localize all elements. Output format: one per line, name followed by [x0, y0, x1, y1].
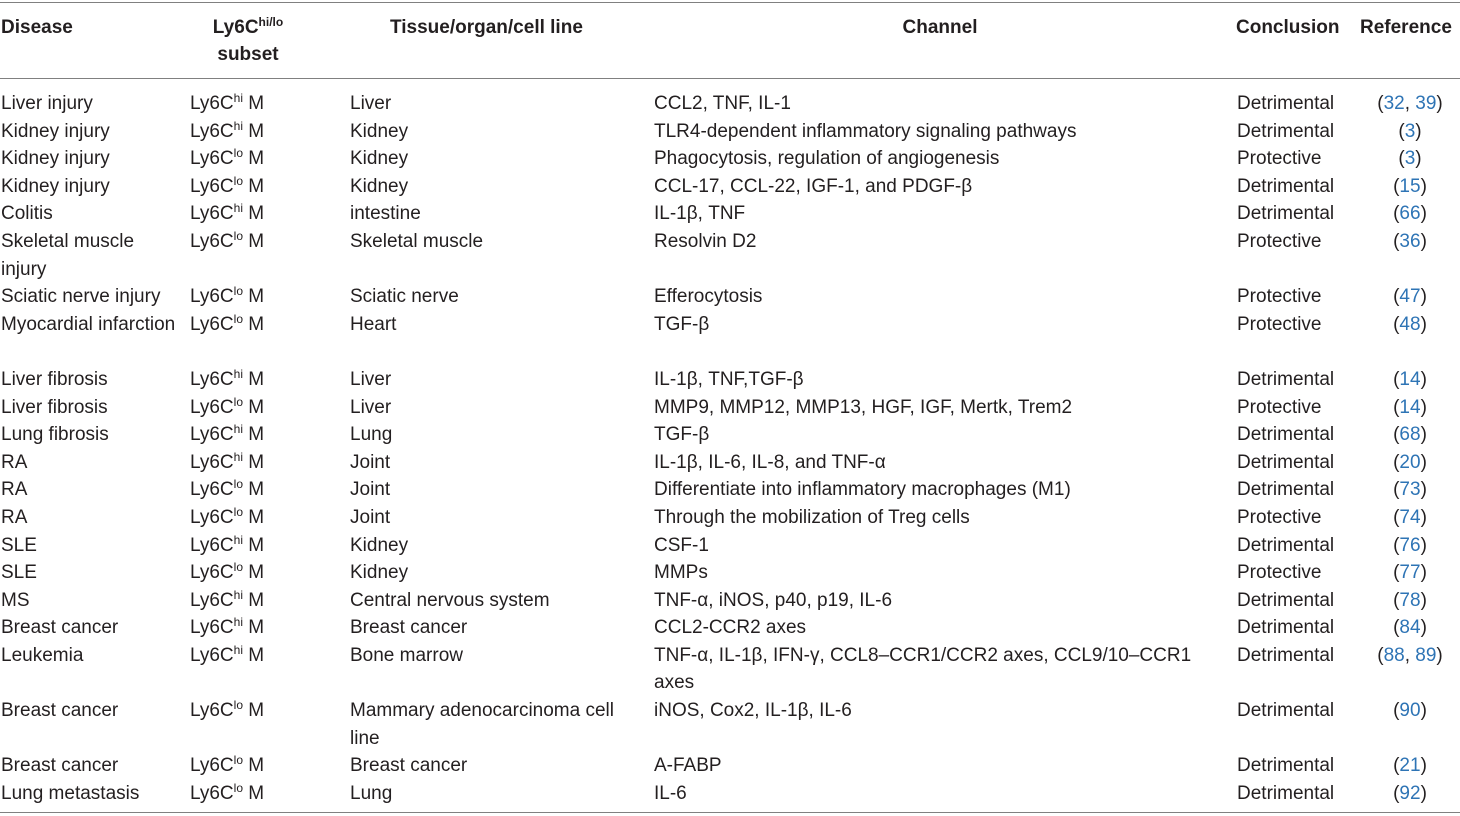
table-row	[0, 394, 1460, 422]
cell-conclusion: Detrimental	[1237, 644, 1335, 666]
table-row	[0, 449, 1460, 477]
subset-suffix: M	[243, 424, 265, 446]
cell-channel: Resolvin D2	[654, 230, 757, 252]
table-row	[0, 587, 1460, 615]
subset-suffix: M	[243, 700, 265, 722]
subset-prefix: Ly6C	[190, 644, 234, 666]
reference-link[interactable]: 32	[1383, 93, 1405, 114]
cell-conclusion: Detrimental	[1237, 617, 1335, 639]
subset-prefix: Ly6C	[190, 313, 234, 335]
subset-suffix: M	[243, 479, 265, 501]
reference-link[interactable]: 39	[1415, 93, 1437, 114]
table-row	[0, 614, 1460, 642]
cell-tissue: Liver	[350, 368, 392, 390]
subset-suffix: M	[243, 589, 265, 611]
reference-link[interactable]: 48	[1399, 313, 1421, 335]
cell-channel: IL-1β, TNF,TGF-β	[654, 368, 804, 390]
cell-conclusion: Detrimental	[1237, 203, 1335, 225]
subset-suffix: M	[243, 644, 265, 666]
subset-prefix: Ly6C	[190, 175, 234, 197]
cell-reference: (76)	[1393, 534, 1427, 556]
subset-level: lo	[233, 173, 243, 188]
header-disease: Disease	[1, 17, 73, 38]
subset-suffix: M	[243, 368, 265, 390]
subset-level: lo	[233, 311, 243, 326]
subset-prefix: Ly6C	[190, 451, 234, 473]
cell-conclusion: Detrimental	[1237, 93, 1335, 114]
cell-reference: (21)	[1393, 755, 1427, 777]
cell-disease: SLE	[1, 562, 37, 584]
subset-suffix: M	[243, 175, 265, 197]
cell-channel: Efferocytosis	[654, 286, 763, 308]
cell-subset	[190, 200, 340, 228]
cell-conclusion: Detrimental	[1237, 534, 1335, 556]
cell-reference: (14)	[1393, 396, 1427, 418]
cell-conclusion: Detrimental	[1237, 755, 1335, 777]
cell-channel: CCL2, TNF, IL-1	[654, 93, 791, 114]
cell-tissue: Liver	[350, 93, 392, 114]
cell-tissue: Lung	[350, 424, 393, 446]
cell-reference: (14)	[1393, 368, 1427, 390]
cell-reference: (77)	[1393, 562, 1427, 584]
subset-suffix: M	[243, 755, 265, 777]
subset-prefix: Ly6C	[190, 782, 234, 804]
cell-channel: MMP9, MMP12, MMP13, HGF, IGF, Mertk, Trem2	[654, 396, 1073, 418]
cell-conclusion: Detrimental	[1237, 175, 1335, 197]
reference-link[interactable]: 90	[1399, 700, 1421, 722]
table-row	[0, 697, 1460, 752]
cell-tissue: Lung	[350, 782, 393, 804]
cell-reference: (73)	[1393, 479, 1427, 501]
subset-suffix: M	[243, 313, 265, 335]
cell-tissue: Bone marrow	[350, 644, 463, 666]
subset-level: lo	[233, 780, 243, 795]
cell-subset	[190, 587, 340, 615]
cell-subset	[190, 752, 340, 780]
cell-tissue: Joint	[350, 506, 391, 528]
cell-tissue: Kidney	[350, 534, 409, 556]
cell-channel: TNF-α, IL-1β, IFN-γ, CCL8–CCR1/CCR2 axes, CCL9/10–CCR1 axes	[654, 644, 1192, 694]
cell-disease: Breast cancer	[1, 617, 119, 639]
cell-tissue: Joint	[350, 451, 391, 473]
table-row	[0, 476, 1460, 504]
cell-reference: (84)	[1393, 617, 1427, 639]
table-row	[0, 228, 1460, 283]
cell-subset	[190, 532, 340, 560]
subset-level: hi	[233, 587, 243, 602]
header-subset-main: Ly6C	[212, 17, 259, 38]
subset-suffix: M	[243, 148, 265, 170]
cell-disease: Kidney injury	[1, 148, 110, 170]
cell-tissue: Kidney	[350, 148, 409, 170]
header-conclusion: Conclusion	[1236, 17, 1340, 38]
table-row	[0, 752, 1460, 780]
cell-subset	[190, 366, 340, 394]
table-body	[0, 90, 1460, 807]
cell-reference: (90)	[1393, 700, 1427, 722]
cell-conclusion: Protective	[1237, 562, 1322, 584]
cell-reference: (92)	[1393, 782, 1427, 804]
subset-level: hi	[233, 615, 243, 630]
cell-conclusion: Detrimental	[1237, 120, 1335, 142]
cell-subset	[190, 311, 340, 339]
cell-channel: MMPs	[654, 562, 708, 584]
cell-tissue: Breast cancer	[350, 617, 468, 639]
subset-suffix: M	[243, 617, 265, 639]
cell-disease: Kidney injury	[1, 175, 110, 197]
reference-link[interactable]: 68	[1399, 424, 1421, 446]
cell-subset	[190, 145, 340, 173]
subset-level: hi	[233, 201, 243, 216]
cell-subset	[190, 118, 340, 146]
subset-prefix: Ly6C	[190, 617, 234, 639]
cell-tissue: Joint	[350, 479, 391, 501]
cell-subset	[190, 476, 340, 504]
table-row	[0, 559, 1460, 587]
table-row	[0, 118, 1460, 146]
reference-link[interactable]: 77	[1399, 562, 1421, 584]
subset-level: hi	[233, 366, 243, 381]
subset-prefix: Ly6C	[190, 700, 234, 722]
subset-suffix: M	[243, 396, 265, 418]
reference-link[interactable]: 15	[1399, 175, 1421, 197]
cell-subset	[190, 559, 340, 587]
cell-disease: RA	[1, 506, 28, 528]
reference-link[interactable]: 78	[1399, 589, 1421, 611]
cell-disease: RA	[1, 451, 28, 473]
cell-tissue: Mammary adenocarcinoma cell line	[350, 700, 614, 749]
subset-suffix: M	[243, 286, 265, 308]
cell-channel: TGF-β	[654, 313, 710, 335]
reference-link[interactable]: 47	[1399, 286, 1421, 308]
cell-subset	[190, 173, 340, 201]
reference-link[interactable]: 36	[1399, 230, 1421, 252]
subset-prefix: Ly6C	[190, 479, 234, 501]
table-top-rule	[0, 2, 1460, 3]
table-row	[0, 173, 1460, 201]
table-row	[0, 283, 1460, 311]
reference-link[interactable]: 76	[1399, 534, 1421, 556]
cell-disease: Lung metastasis	[1, 782, 140, 804]
subset-prefix: Ly6C	[190, 534, 234, 556]
subset-level: lo	[233, 698, 243, 713]
cell-disease: Myocardial infarction	[1, 313, 176, 335]
cell-subset	[190, 697, 340, 725]
subset-level: lo	[233, 394, 243, 409]
cell-conclusion: Detrimental	[1237, 368, 1335, 390]
cell-tissue: Skeletal muscle	[350, 230, 484, 252]
cell-disease: Lung fibrosis	[1, 424, 109, 446]
header-tissue: Tissue/organ/cell line	[390, 17, 583, 38]
subset-level: lo	[233, 146, 243, 161]
cell-channel: TLR4-dependent inflammatory signaling pathways	[654, 120, 1077, 142]
subset-level: lo	[233, 228, 243, 243]
reference-link[interactable]: 21	[1399, 755, 1421, 777]
cell-conclusion: Detrimental	[1237, 424, 1335, 446]
subset-level: lo	[233, 504, 243, 519]
subset-level: hi	[233, 91, 243, 105]
cell-subset	[190, 642, 340, 670]
header-subset	[178, 14, 318, 74]
cell-tissue: Heart	[350, 313, 397, 335]
subset-suffix: M	[243, 506, 265, 528]
cell-disease: Liver fibrosis	[1, 396, 108, 418]
cell-tissue: Breast cancer	[350, 755, 468, 777]
cell-disease: Kidney injury	[1, 120, 110, 142]
cell-reference: (66)	[1393, 203, 1427, 225]
subset-level: lo	[233, 560, 243, 575]
subset-suffix: M	[243, 120, 265, 142]
cell-conclusion: Protective	[1237, 313, 1322, 335]
cell-disease: SLE	[1, 534, 37, 556]
subset-prefix: Ly6C	[190, 148, 234, 170]
cell-subset	[190, 614, 340, 642]
table-row	[0, 504, 1460, 532]
cell-reference: (74)	[1393, 506, 1427, 528]
cell-reference: (78)	[1393, 589, 1427, 611]
table-row	[0, 532, 1460, 560]
cell-conclusion: Protective	[1237, 286, 1322, 308]
cell-subset	[190, 90, 340, 118]
cell-channel: TGF-β	[654, 424, 710, 446]
reference-link[interactable]: 14	[1399, 396, 1421, 418]
header-rule	[0, 78, 1460, 79]
cell-channel: Differentiate into inflammatory macrophages (M1)	[654, 479, 1071, 501]
subset-suffix: M	[243, 562, 265, 584]
cell-disease: Colitis	[1, 203, 53, 225]
table-row	[0, 421, 1460, 449]
cell-reference: (3)	[1398, 148, 1422, 170]
subset-prefix: Ly6C	[190, 506, 234, 528]
cell-tissue: Sciatic nerve	[350, 286, 459, 308]
cell-reference: (3)	[1398, 120, 1422, 142]
cell-reference: (20)	[1393, 451, 1427, 473]
header-reference: Reference	[1360, 17, 1452, 38]
cell-tissue: Central nervous system	[350, 589, 550, 611]
cell-subset	[190, 504, 340, 532]
cell-reference: (48)	[1393, 313, 1427, 335]
subset-level: hi	[233, 449, 243, 464]
subset-level: lo	[233, 753, 243, 768]
cell-subset	[190, 283, 340, 311]
header-subset-sub: subset	[217, 44, 279, 65]
cell-channel: TNF-α, iNOS, p40, p19, IL-6	[654, 589, 893, 611]
reference-link[interactable]: 73	[1399, 479, 1421, 501]
subset-prefix: Ly6C	[190, 93, 234, 114]
subset-suffix: M	[243, 203, 265, 225]
cell-channel: CCL2-CCR2 axes	[654, 617, 807, 639]
subset-prefix: Ly6C	[190, 203, 234, 225]
subset-prefix: Ly6C	[190, 120, 234, 142]
cell-channel: IL-1β, IL-6, IL-8, and TNF-α	[654, 451, 886, 473]
subset-level: hi	[233, 422, 243, 437]
cell-subset	[190, 421, 340, 449]
cell-conclusion: Protective	[1237, 396, 1322, 418]
subset-level: hi	[233, 642, 243, 657]
cell-disease: Skeletal muscle injury	[1, 230, 135, 280]
cell-disease: Liver fibrosis	[1, 368, 108, 390]
cell-tissue: Kidney	[350, 175, 409, 197]
cell-conclusion: Detrimental	[1237, 451, 1335, 473]
subset-prefix: Ly6C	[190, 286, 234, 308]
subset-suffix: M	[243, 93, 265, 114]
cell-conclusion: Protective	[1237, 506, 1322, 528]
cell-disease: Liver injury	[1, 93, 93, 114]
cell-channel: Phagocytosis, regulation of angiogenesis	[654, 148, 1000, 170]
cell-tissue: Liver	[350, 396, 392, 418]
cell-reference: (32, 39)	[1377, 93, 1443, 114]
reference-link[interactable]: 92	[1399, 782, 1421, 804]
subset-suffix: M	[243, 534, 265, 556]
table-row	[0, 200, 1460, 228]
reference-link[interactable]: 20	[1399, 451, 1421, 473]
cell-disease: Breast cancer	[1, 700, 119, 722]
subset-level: hi	[233, 532, 243, 547]
cell-reference: (88, 89)	[1377, 644, 1443, 666]
table-row	[0, 780, 1460, 808]
subset-prefix: Ly6C	[190, 396, 234, 418]
header-subset-sup: hi/lo	[258, 15, 284, 29]
table-row	[0, 90, 1460, 118]
cell-channel: IL-6	[654, 782, 687, 804]
cell-reference: (36)	[1393, 230, 1427, 252]
cell-disease: Sciatic nerve injury	[1, 286, 161, 308]
cell-conclusion: Detrimental	[1237, 782, 1335, 804]
cell-channel: IL-1β, TNF	[654, 203, 746, 225]
reference-link[interactable]: 3	[1404, 120, 1416, 142]
reference-link[interactable]: 89	[1415, 644, 1437, 666]
subset-suffix: M	[243, 230, 265, 252]
cell-tissue: Kidney	[350, 562, 409, 584]
cell-channel: iNOS, Cox2, IL-1β, IL-6	[654, 700, 852, 722]
subset-prefix: Ly6C	[190, 755, 234, 777]
table-row	[0, 366, 1460, 394]
cell-disease: Breast cancer	[1, 755, 119, 777]
subset-prefix: Ly6C	[190, 562, 234, 584]
cell-channel: CCL-17, CCL-22, IGF-1, and PDGF-β	[654, 175, 973, 197]
cell-conclusion: Protective	[1237, 230, 1322, 252]
cell-conclusion: Detrimental	[1237, 589, 1335, 611]
cell-channel: Through the mobilization of Treg cells	[654, 506, 970, 528]
reference-link[interactable]: 14	[1399, 368, 1421, 390]
reference-link[interactable]: 74	[1399, 506, 1421, 528]
table-row	[0, 145, 1460, 173]
cell-conclusion: Protective	[1237, 148, 1322, 170]
subset-level: hi	[233, 118, 243, 133]
reference-link[interactable]: 84	[1399, 617, 1421, 639]
subset-prefix: Ly6C	[190, 368, 234, 390]
subset-prefix: Ly6C	[190, 424, 234, 446]
table-row	[0, 311, 1460, 366]
cell-disease: RA	[1, 479, 28, 501]
table-bottom-rule	[0, 812, 1460, 813]
cell-channel: A-FABP	[654, 755, 722, 777]
subset-prefix: Ly6C	[190, 589, 234, 611]
header-channel: Channel	[902, 17, 978, 38]
cell-channel: CSF-1	[654, 534, 709, 556]
cell-subset	[190, 394, 340, 422]
subset-prefix: Ly6C	[190, 230, 234, 252]
cell-conclusion: Detrimental	[1237, 479, 1335, 501]
table-row	[0, 642, 1460, 697]
cell-tissue: intestine	[350, 203, 421, 225]
subset-suffix: M	[243, 782, 265, 804]
reference-link[interactable]: 66	[1399, 203, 1421, 225]
subset-level: lo	[233, 477, 243, 492]
cell-reference: (68)	[1393, 424, 1427, 446]
subset-level: lo	[233, 284, 243, 299]
subset-suffix: M	[243, 451, 265, 473]
reference-link[interactable]: 3	[1404, 148, 1416, 170]
reference-link[interactable]: 88	[1383, 644, 1405, 666]
cell-subset	[190, 228, 340, 256]
cell-subset	[190, 449, 340, 477]
cell-disease: Leukemia	[1, 644, 84, 666]
cell-tissue: Kidney	[350, 120, 409, 142]
cell-reference: (15)	[1393, 175, 1427, 197]
cell-disease: MS	[1, 589, 30, 611]
cell-reference: (47)	[1393, 286, 1427, 308]
cell-subset	[190, 780, 340, 808]
cell-conclusion: Detrimental	[1237, 700, 1335, 722]
